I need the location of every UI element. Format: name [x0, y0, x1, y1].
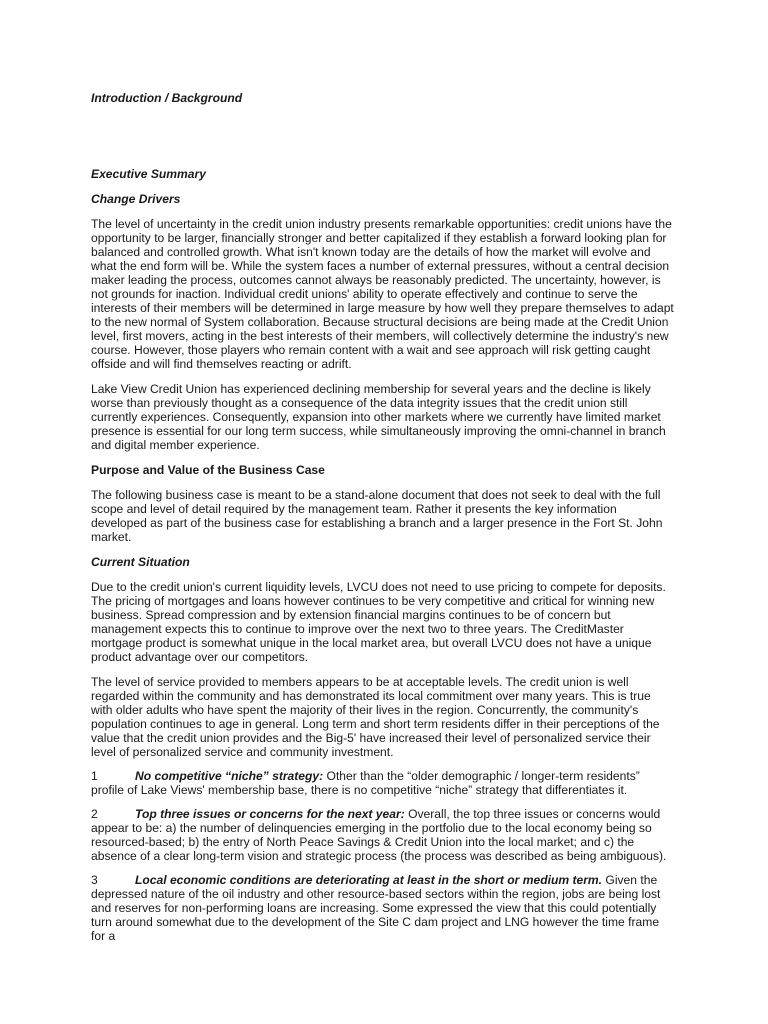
list-item-text: Other than the “older demographic / longer-term residents” profile of Lake Views' membership base, there is no competitive “niche” strategy that differentiates it. — [91, 769, 640, 797]
list-item-number: 2 — [91, 807, 98, 821]
list-item-title: Local economic conditions are deteriorating at least in the short or medium term. — [135, 873, 603, 887]
list-item — [91, 807, 675, 863]
change-drivers-paragraph-1: The level of uncertainty in the credit union industry presents remarkable opportunities: credit unions have the opportunity to be larger, financially stronger and better capitalized if they establish a forward looking plan for balanced and controlled growth. What isn't known today are the details of how the market will evolve and what the end form will be. While the system faces a number of external pressures, without a central decision maker leading the process, outcomes cannot always be reasonably predicted. The uncertainty, however, is not grounds for inaction. Individual credit unions' ability to operate effectively and continue to serve the interests of their members will be determined in large measure by how well they prepare themselves to adapt to the new normal of System collaboration. Because structural decisions are being made at the Credit Union level, first movers, acting in the best interests of their members, will collectively determine the industry's new course. However, those players who remain content with a wait and see approach will risk getting caught offside and will find themselves reacting or adrift. — [91, 217, 674, 371]
current-situation-paragraph-1: Due to the credit union's current liquidity levels, LVCU does not need to use pricing to compete for deposits. The pricing of mortgages and loans however continues to be very competitive and critical for winning new business. Spread compression and by extension financial margins continues to be of concern but management expects this to continue to improve over the next two to three years. The CreditMaster mortgage product is somewhat unique in the local market area, but overall LVCU does not have a unique product advantage over our competitors. — [91, 580, 666, 664]
purpose-heading: Purpose and Value of the Business Case — [91, 463, 325, 477]
current-situation-heading: Current Situation — [91, 555, 190, 569]
list-item-text: Given the depressed nature of the oil industry and other resource-based sectors within the region, jobs are being lost and reserves for non-performing loans are increasing. Some expressed the view that this could potentially turn around somewhat due to the development of the Site C dam project and LNG however the time frame for a — [91, 873, 661, 943]
list-item-title: Top three issues or concerns for the next year: — [135, 807, 405, 821]
list-item-text: Overall, the top three issues or concerns would appear to be: a) the number of delinquencies emerging in the portfolio due to the local economy being so resourced-based; b) the entry of North Peace Savings & Credit Union into the local market; and c) the absence of a clear long-term vision and strategic process (the process was described as being ambiguous). — [91, 807, 667, 863]
list-item-number: 1 — [91, 769, 98, 783]
list-item — [91, 873, 675, 943]
change-drivers-paragraph-2: Lake View Credit Union has experienced declining membership for several years and the decline is likely worse than previously thought as a consequence of the data integrity issues that the credit union still currently experiences. Consequently, expansion into other markets where we currently have limited market presence is essential for our long term success, while simultaneously improving the omni-channel in branch and digital member experience. — [91, 382, 666, 452]
purpose-paragraph: The following business case is meant to be a stand-alone document that does not seek to deal with the full scope and level of detail required by the management team. Rather it presents the key information developed as part of the business case for establishing a branch and a larger presence in the Fort St. John market. — [91, 488, 663, 544]
list-item-number: 3 — [91, 873, 98, 887]
change-drivers-heading: Change Drivers — [91, 192, 181, 206]
list-item-title: No competitive “niche” strategy: — [135, 769, 324, 783]
executive-summary-heading: Executive Summary — [91, 167, 206, 181]
intro-heading: Introduction / Background — [91, 91, 243, 105]
current-situation-paragraph-2: The level of service provided to members appears to be at acceptable levels. The credit union is well regarded within the community and has demonstrated its local commitment over many years. This is true with older adults who have spent the majority of their lives in the region. Concurrently, the community's population continues to age in general. Long term and short term residents differ in their perceptions of the value that the credit union provides and the Big-5' have increased their level of personalized service their level of personalized service and community investment. — [91, 675, 660, 759]
list-item — [91, 769, 675, 797]
document-body — [91, 91, 675, 953]
